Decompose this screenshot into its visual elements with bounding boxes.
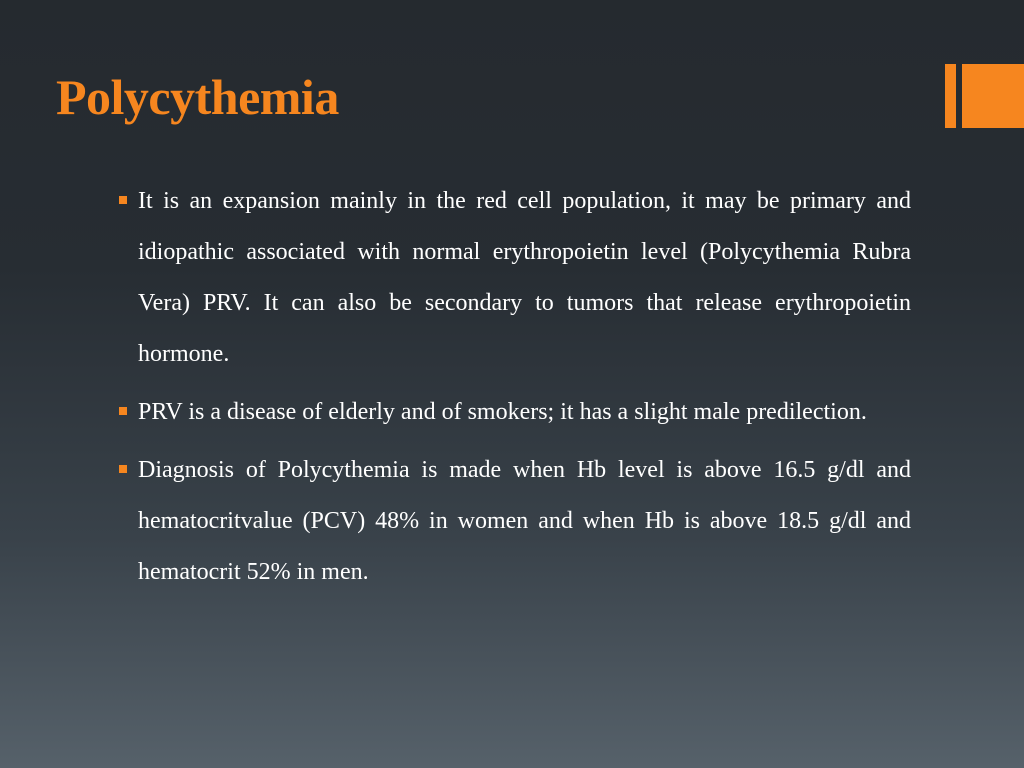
accent-bar-thick: [962, 64, 1024, 128]
square-bullet-icon: [119, 407, 127, 415]
square-bullet-icon: [119, 196, 127, 204]
bullet-item: [117, 387, 911, 438]
bullet-item: [117, 445, 911, 598]
slide-title: Polycythemia: [56, 69, 339, 125]
bullet-item: [117, 176, 911, 380]
bullet-text: Diagnosis of Polycythemia is made when Hb level is above 16.5 g/dl and hematocritvalue (PCV) 48% in women and when Hb is above 18.5 g/dl and hematocrit 52% in men.: [138, 457, 911, 585]
bullet-text: It is an expansion mainly in the red cell population, it may be primary and idiopathic associated with normal erythropoietin level (Polycythemia Rubra Vera) PRV. It can also be secondary to tumors that release erythropoietin hormone.: [138, 188, 911, 367]
accent-bar-thin: [945, 64, 956, 128]
bullet-list: [117, 176, 911, 605]
square-bullet-icon: [119, 465, 127, 473]
bullet-text: PRV is a disease of elderly and of smokers; it has a slight male predilection.: [138, 399, 867, 425]
